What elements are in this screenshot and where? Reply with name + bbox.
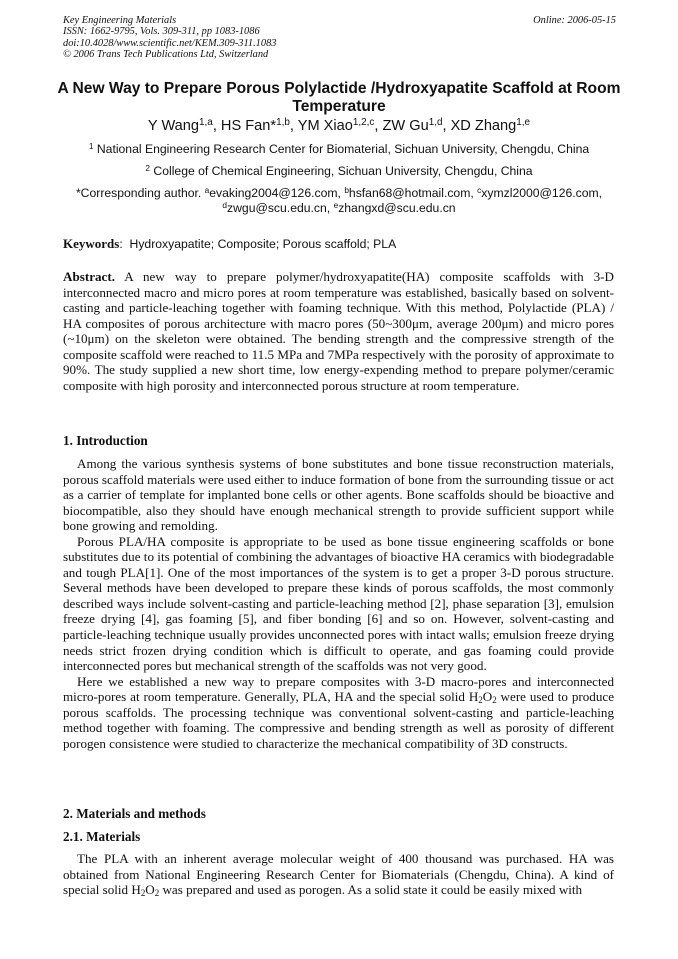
author-affiliation-mark: 1,2,c — [352, 117, 375, 129]
paragraph — [63, 851, 614, 898]
corresponding-label: *Corresponding author. — [75, 186, 202, 200]
author: Y Wang — [147, 118, 200, 134]
journal-name: Key Engineering Materials — [63, 15, 177, 26]
paper-title: A New Way to Prepare Porous Polylactide /Hydroxyapatite Scaffold at Room Temperature — [57, 80, 621, 115]
online-date: Online: 2006-05-15 — [533, 15, 616, 26]
email-address[interactable]: hsfan68@hotmail.com — [348, 186, 471, 200]
paragraph-text: O — [145, 882, 155, 898]
keywords-label: Keywords — [63, 236, 120, 251]
paragraph: Porous PLA/HA composite is appropriate to be used as bone tissue engineering scaffolds or bone substitutes due to its potential of combining the advantages of bioactive HA ceramics with biodegradable and tough PLA[1]. One of the most importances of the system is to get a proper 3-D porous structure. Several methods have been developed to prepare these kinds of porous scaffolds, the most commonly described ways include solvent-casting and particle-leaching method [2], phase separation [3], emulsion freeze drying [4], gas foaming [5], and fiber bonding [6] and so on. However, solvent-casting and particle-leaching technique usually provides unconnected pores with intact walls; emulsion freeze drying needs strict frozen drying condition which is difficult to operate, and gas foaming could provide interconnected pores but mechanical strength of the scaffolds was not very good. — [63, 533, 614, 674]
subscript: 2 — [140, 888, 146, 899]
author-affiliation-mark: 1,e — [516, 117, 531, 129]
author: XD Zhang — [450, 118, 517, 134]
author: YM Xiao — [297, 118, 353, 134]
author-affiliation-mark: 1,a — [199, 117, 213, 129]
paragraph-text: was prepared and used as porogen. As a solid state it could be easily mixed with — [159, 882, 583, 898]
paragraph-text: Here we established a new way to prepare composites with 3-D macro-pores and interconnected micro-pores at room temperature. Generally, PLA, HA and the special solid H — [63, 673, 614, 705]
paragraph-text: The PLA with an inherent average molecular weight of 400 thousand was purchased. HA was obtained from National Engineering Research Center for Biomaterials (Chengdu, China). A kind of special solid H — [63, 851, 614, 898]
materials-body — [63, 851, 614, 898]
section-heading-methods: 2. Materials and methods — [63, 806, 206, 821]
keywords-text: Hydroxyapatite; Composite; Porous scaffold; PLA — [129, 237, 397, 251]
affiliation-mark: 2 — [145, 162, 151, 173]
journal-metadata — [63, 15, 276, 60]
paragraph — [63, 674, 614, 752]
affiliation-mark: 1 — [88, 140, 94, 151]
section-heading-introduction: 1. Introduction — [63, 433, 148, 448]
email-mark: c — [477, 184, 482, 195]
affiliation-1 — [40, 142, 638, 157]
author-affiliation-mark: 1,d — [428, 117, 443, 129]
email-address[interactable]: xymzl2000@126.com — [481, 186, 599, 200]
email-mark: d — [222, 199, 228, 210]
affiliation-text: National Engineering Research Center for Biomaterial, Sichuan University, Chengdu, China — [96, 142, 590, 156]
subscript: 2 — [478, 695, 483, 706]
introduction-body — [63, 456, 614, 751]
author-affiliation-mark: 1,b — [276, 117, 290, 129]
author-list: Y Wang$^{1,a}$, HS Fan*$^{1,b}$, YM Xiao$^{1,2,c}$, ZW Gu$^{1,d}$, XD Zhang$^{1,e}$ — [147, 117, 531, 134]
email-mark: b — [344, 184, 349, 195]
paragraph-text: were used to produce porous scaffolds. The processing technique was conventional solvent-casting and particle-leaching method together with foaming. The compressive and bending strength as well as porosity of different porogen consistence were studied to characterize the mechanical compatibility of 3D constructs. — [63, 689, 615, 751]
email-mark: a — [204, 184, 210, 195]
issn-line: ISSN: 1662-9795, Vols. 309-311, pp 1083-1086 — [63, 26, 260, 38]
subscript: 2 — [492, 695, 497, 706]
subscript: 2 — [154, 888, 160, 899]
affiliation-2 — [40, 164, 638, 179]
email-address[interactable]: zhangxd@scu.edu.cn — [338, 201, 456, 215]
doi-line: doi:10.4028/www.scientific.net/KEM.309-311.1083 — [63, 37, 277, 49]
keywords: Keywords: Hydroxyapatite; Composite; Porous scaffold; PLA — [63, 236, 397, 251]
abstract-label: Abstract. — [63, 269, 115, 284]
author: ZW Gu — [382, 118, 429, 134]
email-mark: e — [333, 199, 339, 210]
email-address[interactable]: zwgu@scu.edu.cn — [227, 201, 327, 215]
author: HS Fan* — [220, 118, 277, 134]
copyright-line: © 2006 Trans Tech Publications Ltd, Switzerland — [63, 48, 269, 60]
subsection-heading-materials: 2.1. Materials — [63, 829, 141, 844]
email-address[interactable]: evaking2004@126.com — [209, 186, 338, 200]
paragraph-text: O — [482, 689, 493, 705]
paragraph: Among the various synthesis systems of bone substitutes and bone tissue reconstruction materials, porous scaffold materials were used either to induce formation of bone from the surrounding tissue or act as a carrier of template for implanted bone cells or other agents. Bone scaffolds should be bioactive and biocompatible, also they should have enough mechanical strength to provide sufficient support while bone growing and remolding. — [63, 456, 614, 534]
corresponding-author: *Corresponding author. $^a$evaking2004@126.com, $^b$hsfan68@hotmail.com, $^c$xymzl2000@126.com, $^d$zwgu@scu.edu.cn, $^e$zhangxd@scu.edu.cn — [75, 184, 603, 215]
abstract-text: A new way to prepare polymer/hydroxyapatite(HA) composite scaffolds with 3-D interconnected macro and micro pores at room temperature was established, basically based on solvent-casting and particle-leaching together with foaming technique. With this method, Polylactide (PLA) / HA composites of porous architecture with macro pores (50~300μm, average 200μm) and micro pores (~10μm) on the skeleton were obtained. The bending strength and the compressive strength of the composite scaffold were reached to 11.5 MPa and 7MPa respectively with the porosity of approximate to 90%. The study supplied a new short time, low energy-expending method to prepare polymer/ceramic composite with high porosity and interconnected porous structure at room temperature. — [63, 269, 614, 393]
affiliation-text: College of Chemical Engineering, Sichuan University, Chengdu, China — [153, 164, 533, 178]
abstract — [63, 269, 614, 393]
